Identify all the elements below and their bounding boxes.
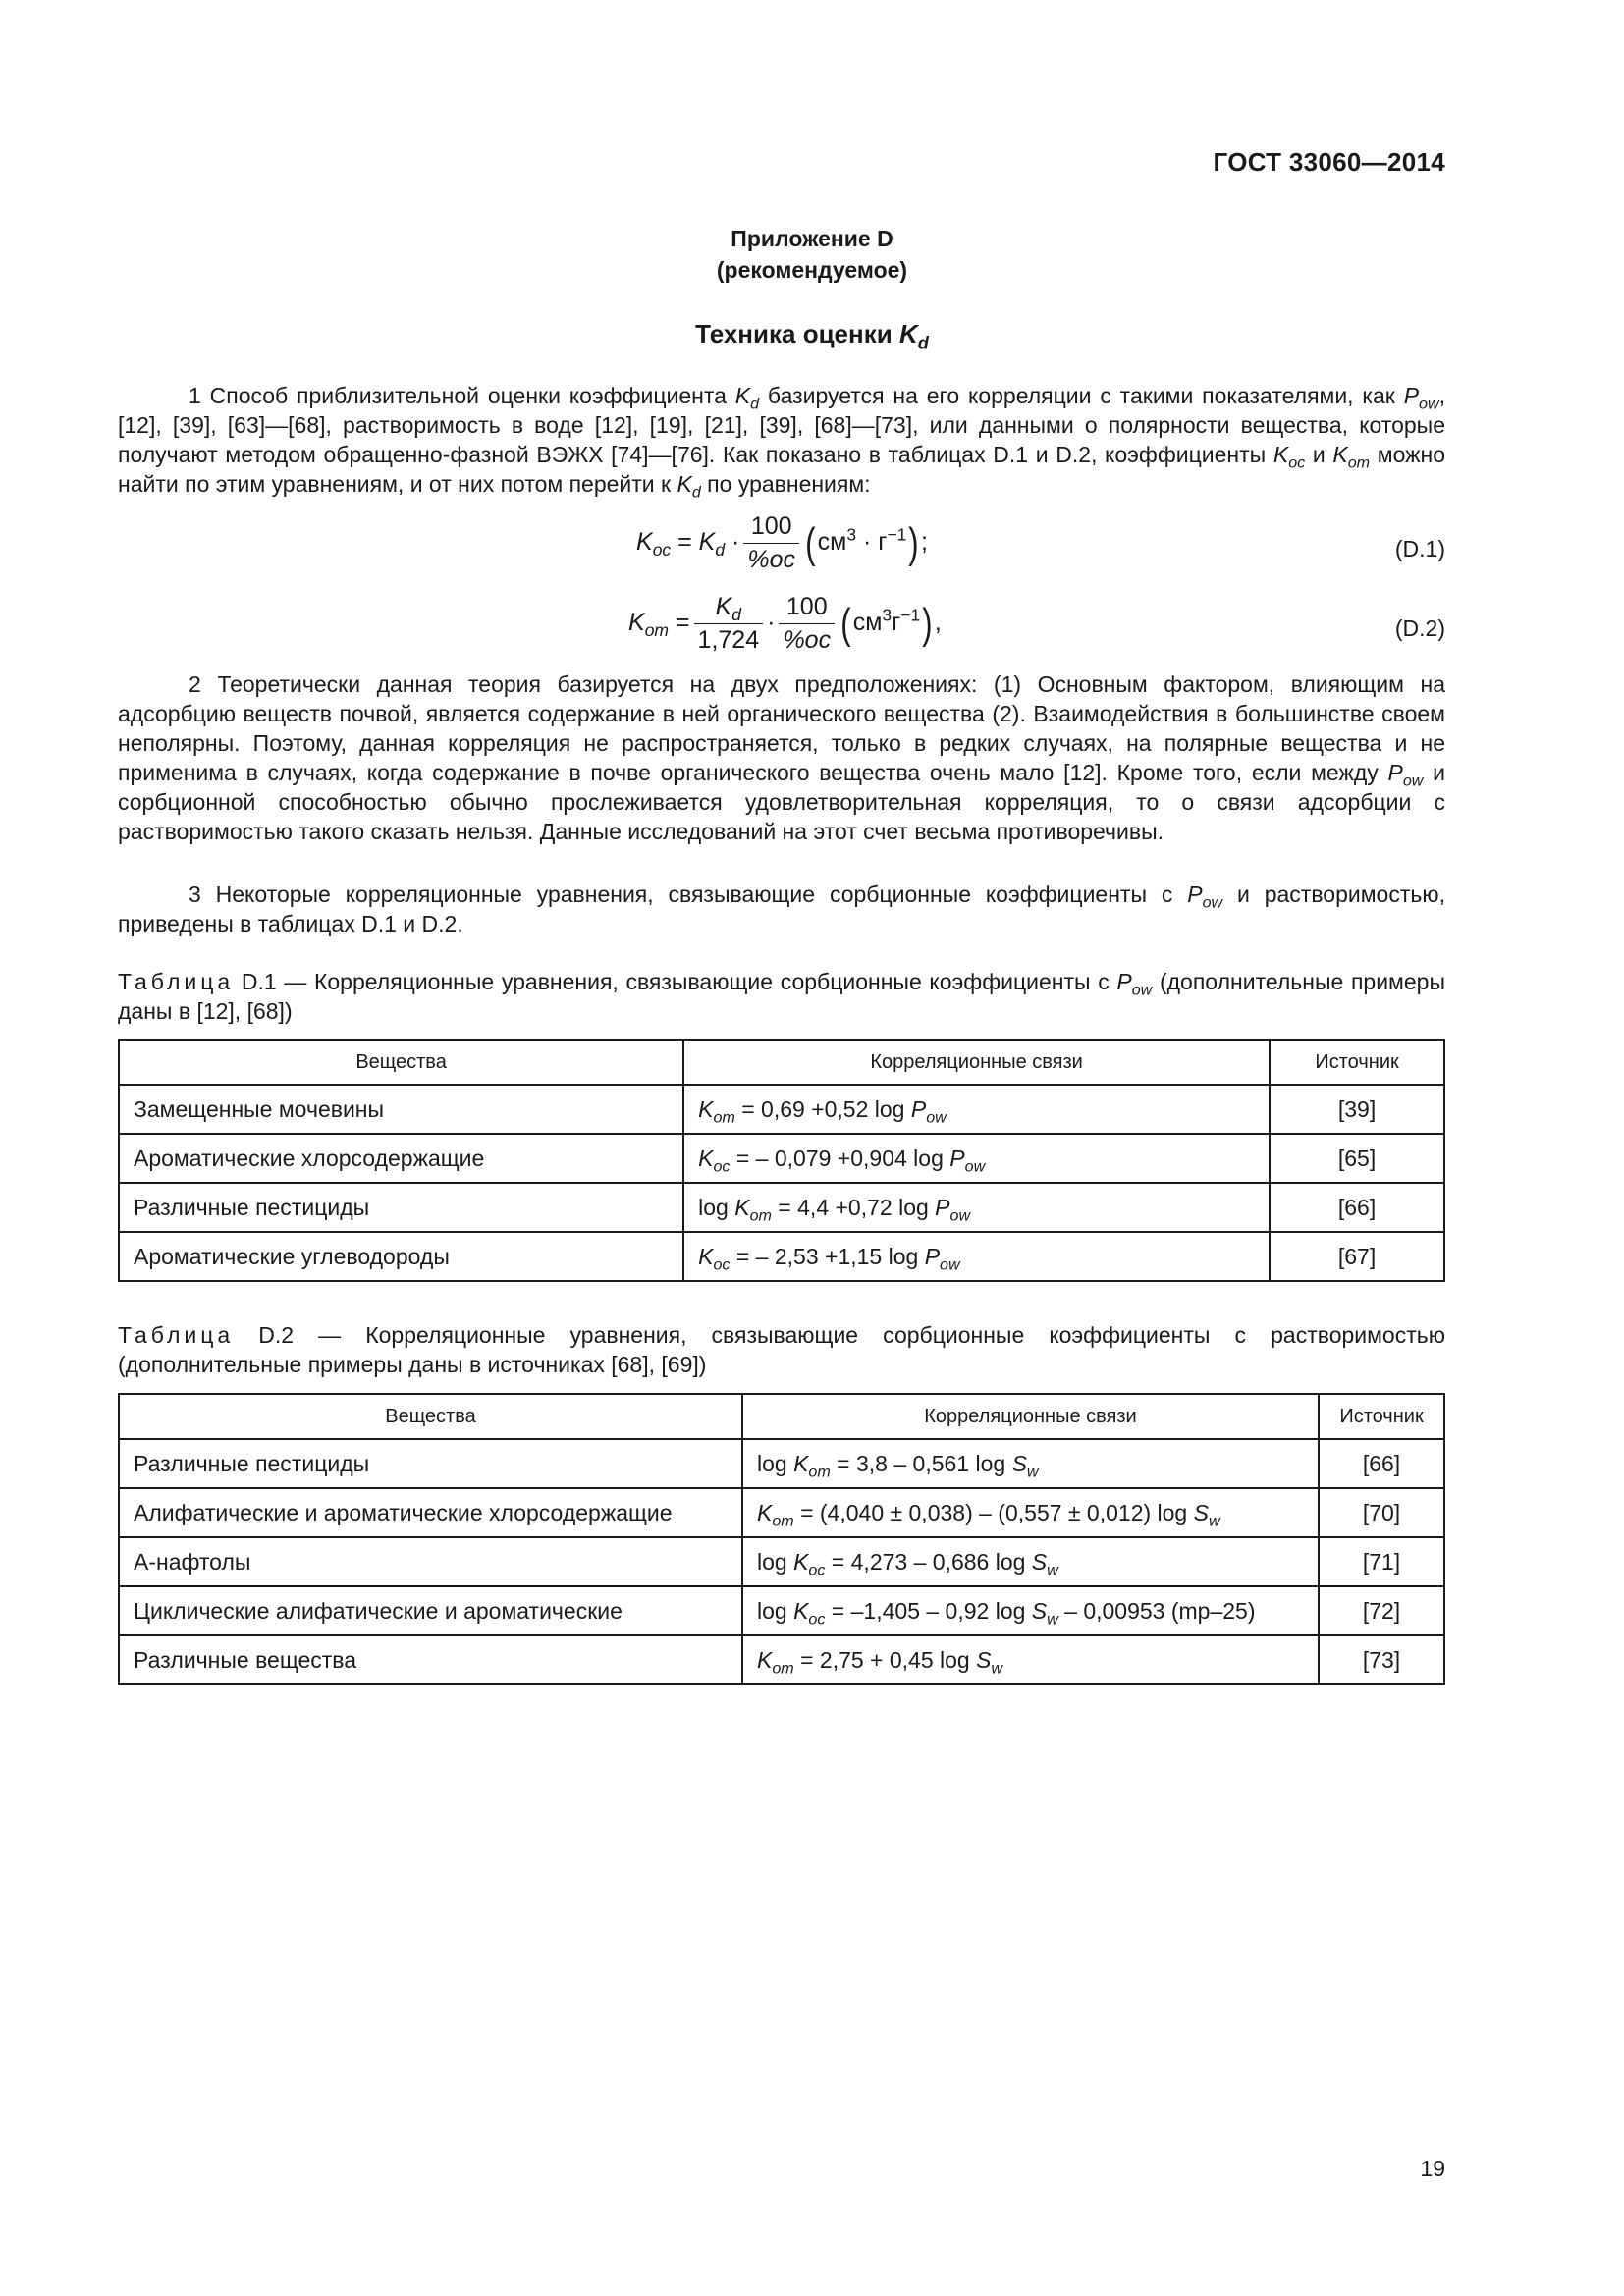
table-row: [119, 1232, 1444, 1281]
table-d2: [118, 1393, 1445, 1685]
equation-cell: $K_{om} = (4,040 \pm 0,038) - (0,557 \pm 0,012)$ $\log S_w$: [742, 1488, 1319, 1537]
column-header: Вещества: [119, 1394, 742, 1439]
source-cell: [66]: [1270, 1183, 1444, 1232]
equation-d2-number: (D.2): [1394, 615, 1445, 641]
table-row: [119, 1085, 1444, 1134]
table-header-row: [119, 1394, 1444, 1439]
column-header: Корреляционные связи: [683, 1040, 1270, 1085]
source-cell: [72]: [1319, 1586, 1444, 1635]
column-header: Вещества: [119, 1040, 683, 1085]
substance-cell: Различные вещества: [119, 1635, 742, 1684]
table-d2-caption: Таблица D.2 — Корреляционные уравнения, связывающие сорбционные коэффициенты с растворимостью (дополнительные примеры даны в источниках [68], [69]): [118, 1322, 1445, 1377]
equation-d1-number: (D.1): [1394, 536, 1445, 561]
paragraph-1: 1 Способ приблизительной оценки коэффициента $K_d$ базируется на его корреляции с такими показателями, как $P_{ow}$, [12], [39], [63]—[68], растворимость в воде [12], [19], [21], [39], [68]—[73], или данными о полярности вещества, которые получают методом обращенно-фазной ВЭЖХ [74]—[76]. Как показано в таблицах D.1 и D.2, коэффициенты $K_{oc}$ и $K_{om}$ можно найти по этим уравнениям, и от них потом перейти к $K_d$ по уравнениям:: [118, 383, 1445, 502]
source-cell: [70]: [1319, 1488, 1444, 1537]
substance-cell: Ароматические хлорсодержащие: [119, 1134, 683, 1183]
annex-label: Приложение D: [731, 226, 893, 251]
source-cell: [67]: [1270, 1232, 1444, 1281]
annex-status: (рекомендуемое): [716, 257, 908, 283]
table-d1-caption: Таблица D.1 — Корреляционные уравнения, связывающие сорбционные коэффициенты с $P_{ow}$ (дополнительные примеры даны в [12], [68]): [118, 969, 1445, 1024]
table-row: [119, 1586, 1444, 1635]
equation-cell: $\log K_{om} = 4,4 +0,72$ $\log P_{ow}$: [683, 1183, 1270, 1232]
substance-cell: А-нафтолы: [119, 1537, 742, 1586]
page-number: 19: [1420, 2156, 1445, 2181]
column-header: Корреляционные связи: [742, 1394, 1319, 1439]
source-cell: [39]: [1270, 1085, 1444, 1134]
substance-cell: Замещенные мочевины: [119, 1085, 683, 1134]
equation-d1: $K_{oc} = K_d$ · $\frac{100}{\%oc}$ $(см^3 \cdot г^{-1})$;: [636, 512, 928, 573]
substance-cell: Алифатические и ароматические хлорсодержащие: [119, 1488, 742, 1537]
source-cell: [71]: [1319, 1537, 1444, 1586]
table-row: [119, 1134, 1444, 1183]
table-d1: [118, 1039, 1445, 1282]
substance-cell: Ароматические углеводороды: [119, 1232, 683, 1281]
equation-d2: $K_{om}$ = $\frac{K_d}{1,724}$ · $\frac{100}{\%oc}$ $(см^3г^{-1})$,: [628, 593, 942, 654]
column-header: Источник: [1270, 1040, 1444, 1085]
substance-cell: Циклические алифатические и ароматические: [119, 1586, 742, 1635]
table-row: [119, 1488, 1444, 1537]
paragraph-2: 2 Теоретически данная теория базируется на двух предположениях: (1) Основным фактором, влияющим на адсорбцию веществ почвой, является содержание в ней органического вещества (2). Взаимодействия в большинстве своем неполярны. Поэтому, данная корреляция не распространяется, только в редких случаях, на полярные вещества и не применима в случаях, когда содержание в почве органического вещества очень мало [12]. Кроме того, если между $P_{ow}$ и сорбционной способностью обычно прослеживается удовлетворительная корреляция, то о связи адсорбции с растворимостью такого сказать нельзя. Данные исследований на этот счет весьма противоречивы.: [118, 671, 1445, 844]
annex-title: Техника оценки $K_d$: [695, 319, 929, 353]
table-row: [119, 1439, 1444, 1488]
table-header-row: [119, 1040, 1444, 1085]
equation-cell: $K_{oc}$ = – 0,079 +0,904 $\log P_{ow}$: [683, 1134, 1270, 1183]
table-row: [119, 1537, 1444, 1586]
substance-cell: Различные пестициды: [119, 1183, 683, 1232]
equation-cell: $\log K_{oc} = -1,405 - 0,92$ $\log S_w - 0,00953$ (mp–25): [742, 1586, 1319, 1635]
equation-cell: $K_{oc}$ = – 2,53 +1,15 $\log P_{ow}$: [683, 1232, 1270, 1281]
table-row: [119, 1183, 1444, 1232]
document-code: ГОСТ 33060—2014: [1213, 147, 1445, 177]
equation-cell: $\log K_{oc} = 4,273 - 0,686$ $\log S_w$: [742, 1537, 1319, 1586]
column-header: Источник: [1319, 1394, 1444, 1439]
source-cell: [65]: [1270, 1134, 1444, 1183]
equation-cell: $K_{om} = 0,69 +0,52$ $\log P_{ow}$: [683, 1085, 1270, 1134]
substance-cell: Различные пестициды: [119, 1439, 742, 1488]
source-cell: [66]: [1319, 1439, 1444, 1488]
equation-cell: $K_{om} = 2,75 + 0,45$ $\log S_w$: [742, 1635, 1319, 1684]
equation-cell: $\log K_{om} = 3,8 - 0,561$ $\log S_w$: [742, 1439, 1319, 1488]
paragraph-3: 3 Некоторые корреляционные уравнения, связывающие сорбционные коэффициенты с $P_{ow}$ и растворимостью, приведены в таблицах D.1 и D.2.: [118, 881, 1445, 936]
source-cell: [73]: [1319, 1635, 1444, 1684]
table-row: [119, 1635, 1444, 1684]
